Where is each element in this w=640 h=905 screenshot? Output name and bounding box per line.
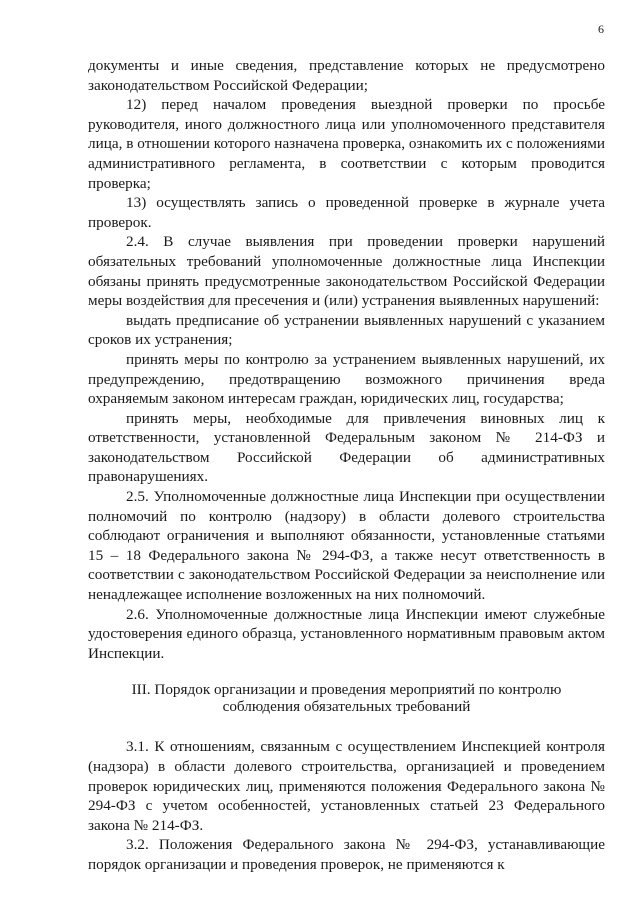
paragraph-p-13: 13) осуществлять запись о проведенной проверке в журнале учета проверок. bbox=[88, 194, 605, 231]
document-body bbox=[88, 56, 605, 875]
paragraph-p-2-5: 2.5. Уполномоченные должностные лица Инспекции при осуществлении полномочий по контролю (надзору) в области долевого строительства соблюдают ограничения и выполняют обязанности, установленные статьями 15 – 18 Федерального закона № 294-ФЗ, а также несут ответственность в соответствии с законодательством Российской Федерации за неисполнение или ненадлежащее исполнение возложенных на них полномочий. bbox=[88, 488, 605, 604]
paragraph-p-2-4-b: принять меры по контролю за устранением выявленных нарушений, их предупреждению, предотвращению возможного причинения вреда охраняемым законом интересам граждан, юридических лиц, государства; bbox=[88, 350, 605, 408]
paragraphs-part1 bbox=[88, 56, 605, 663]
paragraphs-part2 bbox=[88, 737, 605, 874]
paragraph-p-2-6: 2.6. Уполномоченные должностные лица Инспекции имеют служебные удостоверения единого образца, установленного нормативным правовым актом Инспекции. bbox=[88, 605, 605, 662]
paragraph-p-2-4-a: выдать предписание об устранении выявленных нарушений с указанием сроков их устранения; bbox=[88, 311, 605, 349]
section-heading: III. Порядок организации и проведения мероприятий по контролю соблюдения обязательных требований bbox=[131, 681, 562, 716]
paragraph-p-3-2: 3.2. Положения Федерального закона № 294-ФЗ, устанавливающие порядок организации и проведения проверок, не применяются к bbox=[88, 836, 605, 873]
paragraph-p-2-4-c: принять меры, необходимые для привлечения виновных лиц к ответственности, установленной Федеральным законом № 214-ФЗ и законодательством Российской Федерации об административных правонарушениях. bbox=[88, 409, 605, 486]
paragraph-p-cont: документы и иные сведения, представление которых не предусмотрено законодательством Российской Федерации; bbox=[88, 57, 605, 94]
paragraph-p-12: 12) перед началом проведения выездной проверки по просьбе руководителя, иного должностного лица или уполномоченного представителя лица, в отношении которого назначена проверка, ознакомить их с положениями административного регламента, в соответствии с которым проводится проверка; bbox=[88, 96, 605, 192]
page-number: 6 bbox=[598, 22, 604, 36]
paragraph-p-3-1: 3.1. К отношениям, связанным с осуществлением Инспекцией контроля (надзора) в области долевого строительства, организацией и проведением проверок юридических лиц, применяются положения Федерального закона № 294-ФЗ с учетом особенностей, установленных статьей 23 Федерального закона № 214-ФЗ. bbox=[88, 738, 605, 834]
paragraph-p-2-4: 2.4. В случае выявления при проведении проверки нарушений обязательных требований уполномоченные должностные лица Инспекции обязаны принять предусмотренные законодательством Российской Федерации меры воздействия для пресечения и (или) устранения выявленных нарушений: bbox=[88, 233, 605, 310]
